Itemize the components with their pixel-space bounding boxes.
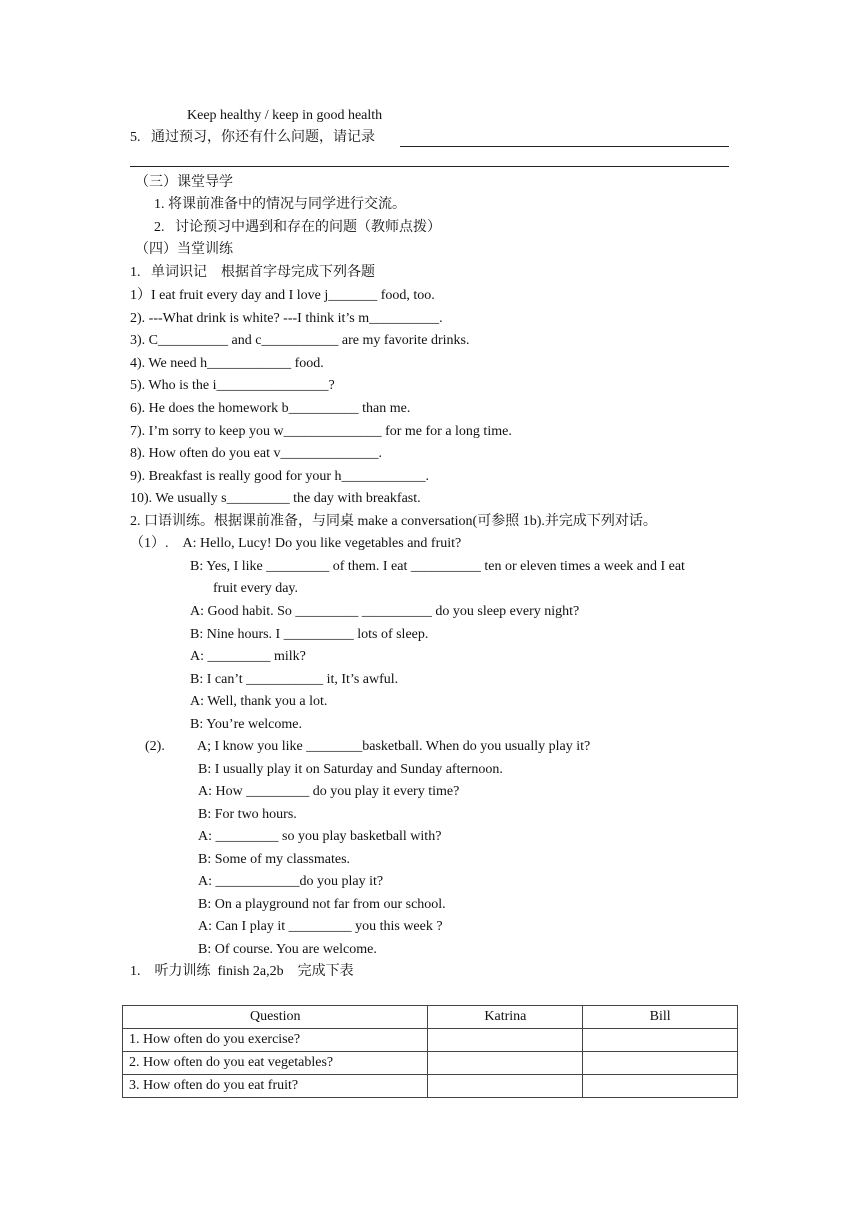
dialogue-line: A: Can I play it _________ you this week ?	[198, 919, 443, 934]
exercise-item: 6). He does the homework b__________ than me.	[130, 401, 411, 416]
table-cell[interactable]	[428, 1029, 583, 1052]
dialogue-line: A: _________ milk?	[190, 649, 306, 664]
dialogue-line: A: ____________do you play it?	[198, 874, 384, 889]
exercise-item: 5). Who is the i________________?	[130, 378, 335, 393]
dialogue-line: B: Some of my classmates.	[198, 852, 351, 867]
text-line: 1. 单词识记 根据首字母完成下列各题	[130, 265, 375, 280]
section-heading: （四）当堂训练	[135, 242, 233, 257]
section-heading: （三）课堂导学	[135, 175, 233, 190]
answer-rule-1	[400, 146, 729, 147]
text-line: 2. 讨论预习中遇到和存在的问题（教师点拨）	[154, 220, 441, 235]
header-cell: Bill	[583, 1006, 738, 1029]
table-cell: 1. How often do you exercise?	[123, 1029, 428, 1052]
text-line: Keep healthy / keep in good health	[187, 108, 383, 123]
dialogue-line: B: Of course. You are welcome.	[198, 942, 377, 957]
dialogue-line: B: You’re welcome.	[190, 717, 302, 732]
exercise-item: 10). We usually s_________ the day with breakfast.	[130, 491, 421, 506]
table-cell: 2. How often do you eat vegetables?	[123, 1052, 428, 1075]
question-5-line: 5. 通过预习，你还有什么问题，请记录	[130, 130, 375, 145]
dialogue-line: （1）. A: Hello, Lucy! Do you like vegetables and fruit?	[130, 536, 462, 551]
table-cell[interactable]	[428, 1075, 583, 1098]
dialogue-line: B: Yes, I like _________ of them. I eat __________ ten or eleven times a week and I eat	[190, 559, 685, 574]
dialogue-line: fruit every day.	[213, 581, 298, 596]
exercise-item: 1）I eat fruit every day and I love j_______ food, too.	[130, 288, 435, 303]
table-header-row	[123, 1006, 738, 1029]
dialogue-line: B: I usually play it on Saturday and Sunday afternoon.	[198, 762, 503, 777]
exercise-item: 7). I’m sorry to keep you w______________ for me for a long time.	[130, 424, 512, 439]
dialogue-line: B: On a playground not far from our school.	[198, 897, 446, 912]
exercise-item: 2). ---What drink is white? ---I think it’s m__________.	[130, 311, 443, 326]
text-line: 1. 听力训练 finish 2a,2b 完成下表	[130, 964, 354, 979]
dialogue-line: A; I know you like ________basketball. When do you usually play it?	[197, 739, 591, 754]
table-cell[interactable]	[583, 1052, 738, 1075]
dialogue-line: A: Good habit. So _________ __________ do you sleep every night?	[190, 604, 580, 619]
table-cell[interactable]	[428, 1052, 583, 1075]
table-row	[123, 1029, 738, 1052]
header-cell: Katrina	[428, 1006, 583, 1029]
text-line: 1. 将课前准备中的情况与同学进行交流。	[154, 197, 406, 212]
dialogue-line: A: How _________ do you play it every time?	[198, 784, 460, 799]
exercise-item: 8). How often do you eat v______________.	[130, 446, 382, 461]
dialogue-line: A: _________ so you play basketball with?	[198, 829, 442, 844]
dialogue-line: B: Nine hours. I __________ lots of sleep.	[190, 627, 429, 642]
listening-table	[122, 1005, 738, 1098]
text-line: 2. 口语训练。根据课前准备，与同桌 make a conversation(可参照 1b).并完成下列对话。	[130, 514, 657, 529]
table-cell: 3. How often do you eat fruit?	[123, 1075, 428, 1098]
table-row	[123, 1075, 738, 1098]
dialogue-line: B: For two hours.	[198, 807, 297, 822]
exercise-item: 9). Breakfast is really good for your h____________.	[130, 469, 429, 484]
exercise-item: 3). C__________ and c___________ are my favorite drinks.	[130, 333, 470, 348]
dialogue-line: A: Well, thank you a lot.	[190, 694, 328, 709]
table-cell[interactable]	[583, 1029, 738, 1052]
dialogue-line: B: I can’t ___________ it, It’s awful.	[190, 672, 399, 687]
answer-rule-2	[130, 166, 729, 167]
exercise-item: 4). We need h____________ food.	[130, 356, 324, 371]
dialogue-number: (2).	[145, 739, 165, 754]
table-cell[interactable]	[583, 1075, 738, 1098]
header-cell: Question	[123, 1006, 428, 1029]
table-row	[123, 1052, 738, 1075]
